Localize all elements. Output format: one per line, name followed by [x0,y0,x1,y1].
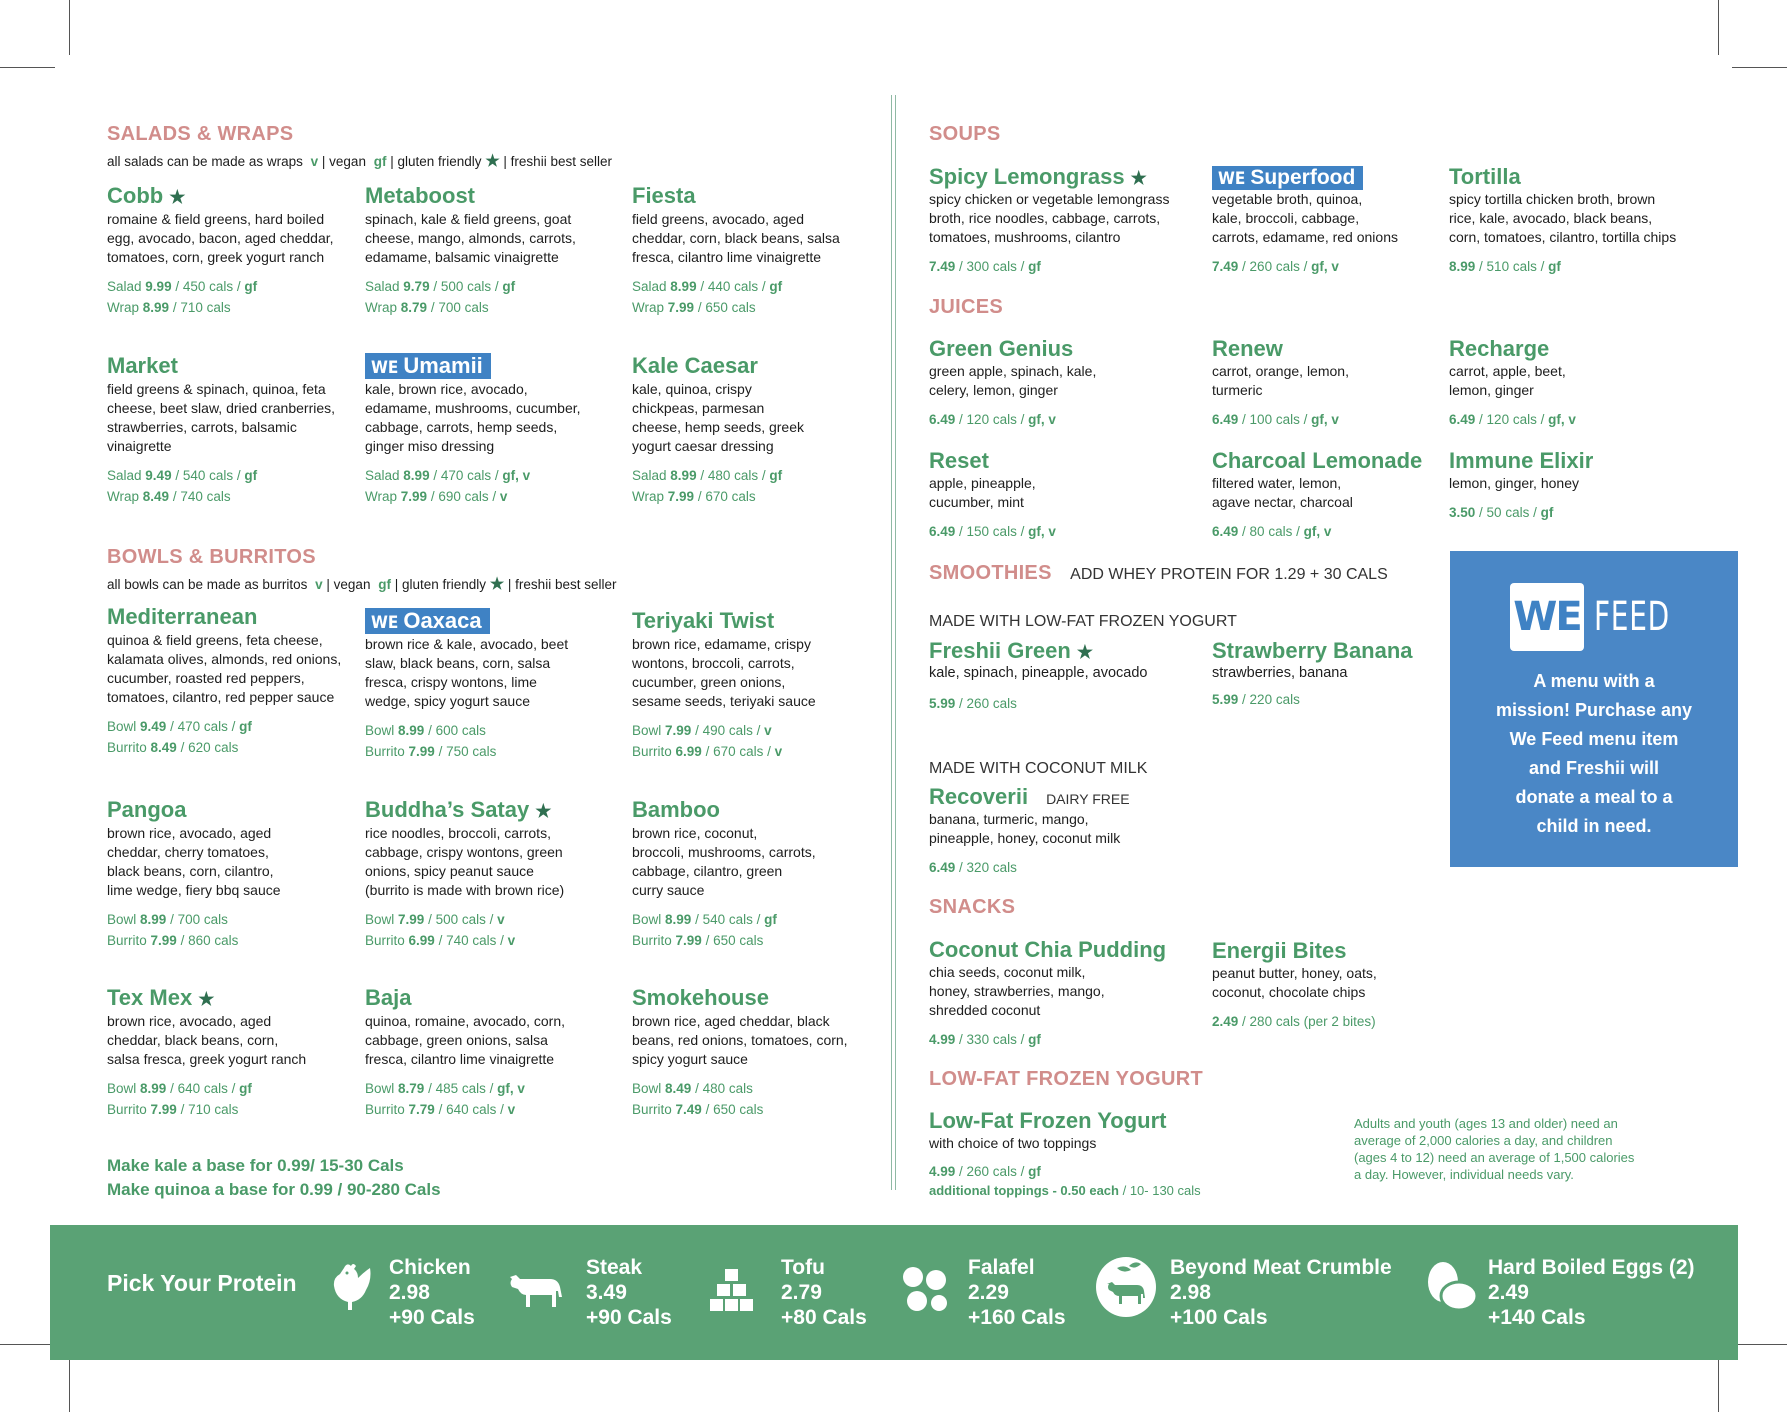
protein-chicken: Chicken 2.98 +90 Cals [389,1256,475,1329]
we-feed-logo: WE FEED [1510,583,1702,651]
kale-base-note: Make kale a base for 0.99/ 15-30 Cals [107,1156,404,1175]
protein-beyond-meat: Beyond Meat Crumble 2.98 +100 Cals [1170,1256,1392,1329]
coconut-milk-subhead: MADE WITH COCONUT MILK [929,760,1148,777]
crop-mark [69,0,70,55]
menu-item-buddhas-satay: Buddha’s Satay ★ rice noodles, broccoli, carrots, cabbage, crispy wontons, green onions, spicy peanut sauce (burrito is made with brown rice) Bowl 7.99 / 500 cals / v Burrito 6.99 / 740 cals / v [365,797,565,948]
menu-item-baja: Baja quinoa, romaine, avocado, corn, cabbage, green onions, salsa fresca, cilantro lime vinaigrette Bowl 8.79 / 485 cals / gf, v Burrito 7.79 / 640 cals / v [365,985,566,1117]
menu-item-umamii: WE Umamii kale, brown rice, avocado, edamame, mushrooms, cucumber, cabbage, carrots, hemp seeds, ginger miso dressing Salad 8.99 / 470 cals / gf, v Wrap 7.99 / 690 cals / v [365,353,581,504]
we-feed-badge: WE Oaxaca [365,608,490,634]
section-title-juices: JUICES [929,296,1004,318]
crop-mark [1718,1357,1719,1412]
protein-steak: Steak 3.49 +90 Cals [586,1256,672,1329]
we-feed-panel [1450,551,1738,867]
protein-footer [50,1225,1738,1360]
menu-item-immune-elixir: Immune Elixir lemon, ginger, honey 3.50 / 50 cals / gf [1449,448,1594,520]
falafel-balls-icon [902,1265,948,1313]
menu-item-market: Market field greens & spinach, quinoa, feta cheese, beet slaw, dried cranberries, strawberries, carrots, balsamic vinaigrette Salad 9.49 / 540 cals / gf Wrap 8.49 / 740 cals [107,353,336,504]
star-icon: ★ [489,576,505,593]
tofu-cubes-icon [710,1269,754,1311]
star-icon: ★ [1130,168,1147,188]
whey-protein-note: ADD WHEY PROTEIN FOR 1.29 + 30 CALS [1070,566,1388,583]
menu-item-bamboo: Bamboo brown rice, coconut, broccoli, mushrooms, carrots, cabbage, cilantro, green curry sauce Bowl 8.99 / 540 cals / gf Burrito 7.99 / 650 cals [632,797,816,948]
menu-item-renew: Renew carrot, orange, lemon, turmeric 6.49 / 100 cals / gf, v [1212,336,1349,427]
protein-falafel: Falafel 2.29 +160 Cals [968,1256,1066,1329]
star-icon: ★ [485,153,500,170]
quinoa-base-note: Make quinoa a base for 0.99 / 90-280 Cals [107,1180,441,1199]
we-feed-badge: WE Superfood [1212,166,1363,190]
menu-item-teriyaki-twist: Teriyaki Twist brown rice, edamame, crispy wontons, broccoli, carrots, cucumber, green onions, sesame seeds, teriyaki sauce Bowl 7.99 / 490 cals / v Burrito 6.99 / 670 cals / v [632,608,816,759]
menu-item-tortilla: Tortilla spicy tortilla chicken broth, brown rice, kale, avocado, black beans, corn, tomatoes, cilantro, tortilla chips 8.99 / 510 cals / gf [1449,164,1677,274]
column-divider [891,95,896,1190]
menu-item-superfood: WE Superfood vegetable broth, quinoa, kale, broccoli, cabbage, carrots, edamame, red onions 7.49 / 260 cals / gf, v [1212,166,1398,274]
menu-item-mediterranean: Mediterranean quinoa & field greens, feta cheese, kalamata olives, almonds, red onions, cucumber, roasted red peppers, tomatoes, cilantro, red pepper sauce Bowl 9.49 / 470 cals / gf Burrito 8.49 / 620 cals [107,604,342,755]
menu-item-fiesta: Fiesta field greens, avocado, aged cheddar, corn, black beans, salsa fresca, cilantro lime vinaigrette Salad 8.99 / 440 cals / gf Wrap 7.99 / 650 cals [632,183,840,315]
menu-item-tex-mex: Tex Mex ★ brown rice, avocado, aged cheddar, black beans, corn, salsa fresca, greek yogurt ranch Bowl 8.99 / 640 cals / gf Burrito 7.99 / 710 cals [107,985,307,1117]
we-feed-badge: WE Umamii [365,353,491,379]
crop-mark [1732,1344,1787,1345]
menu-item-strawberry-banana: Strawberry Banana strawberries, banana 5.99 / 220 cals [1212,638,1413,707]
menu-item-kale-caesar: Kale Caesar kale, quinoa, crispy chickpeas, parmesan cheese, hemp seeds, greek yogurt caesar dressing Salad 8.99 / 480 cals / gf Wrap 7.99 / 670 cals [632,353,804,504]
section-title-soups: SOUPS [929,123,1001,145]
menu-item-smokehouse: Smokehouse brown rice, aged cheddar, black beans, red onions, tomatoes, corn, spicy yogurt sauce Bowl 8.49 / 480 cals Burrito 7.49 / 650 cals [632,985,848,1117]
menu-item-coconut-chia-pudding: Coconut Chia Pudding chia seeds, coconut milk, honey, strawberries, mango, shredded coconut 4.99 / 330 cals / gf [929,937,1167,1047]
menu-item-recharge: Recharge carrot, apple, beet, lemon, ginger 6.49 / 120 cals / gf, v [1449,336,1576,427]
calorie-disclaimer: Adults and youth (ages 13 and older) need an average of 2,000 calories a day, and children (ages 4 to 12) need an average of 1,500 calories a day. However, individual needs vary. [1354,1116,1635,1182]
section-title-salads: SALADS & WRAPS [107,123,294,145]
we-feed-mission-text: A menu with a mission! Purchase any We Feed menu item and Freshii will donate a meal to a child in need. [1495,671,1693,836]
crop-mark [0,1344,55,1345]
menu-item-energii-bites: Energii Bites peanut butter, honey, oats, coconut, chocolate chips 2.49 / 280 cals (per 2 bites) [1212,938,1377,1029]
salads-legend: all salads can be made as wraps v | vegan gf | gluten friendly ★ | freshii best seller [107,153,612,170]
section-title-bowls: BOWLS & BURRITOS [107,546,316,568]
plant-cow-icon [1095,1256,1157,1318]
protein-tofu: Tofu 2.79 +80 Cals [781,1256,867,1329]
crop-mark [1732,67,1787,68]
menu-item-green-genius: Green Genius green apple, spinach, kale, celery, lemon, ginger 6.49 / 120 cals / gf, v [929,336,1097,427]
star-icon: ★ [169,187,186,207]
eggs-icon [1423,1258,1479,1316]
crop-mark [1718,0,1719,55]
menu-item-pangoa: Pangoa brown rice, avocado, aged cheddar, cherry tomatoes, black beans, corn, cilantro, lime wedge, fiery bbq sauce Bowl 8.99 / 700 cals Burrito 7.99 / 860 cals [107,797,281,948]
cow-icon [508,1271,564,1309]
bowls-legend: all bowls can be made as burritos v | vegan gf | gluten friendly ★ | freshii best seller [107,576,617,593]
menu-item-charcoal-lemonade: Charcoal Lemonade filtered water, lemon, agave nectar, charcoal 6.49 / 80 cals / gf, v [1212,448,1423,539]
chicken-icon [330,1262,372,1316]
section-title-snacks: SNACKS [929,896,1016,918]
menu-item-cobb: Cobb ★ romaine & field greens, hard boiled egg, avocado, bacon, aged cheddar, tomatoes, corn, greek yogurt ranch Salad 9.99 / 450 cals / gf Wrap 8.99 / 710 cals [107,183,334,315]
dairy-free-badge: DAIRY FREE [1046,791,1130,807]
crop-mark [69,1357,70,1412]
smoothies-header [929,562,1388,585]
star-icon: ★ [198,989,215,1009]
section-title-smoothies: SMOOTHIES [929,562,1052,584]
menu-item-recoverii: Recoverii DAIRY FREE banana, turmeric, mango, pineapple, honey, coconut milk 6.49 / 320 cals [929,784,1130,875]
menu-item-metaboost: Metaboost spinach, kale & field greens, goat cheese, mango, almonds, carrots, edamame, balsamic vinaigrette Salad 9.79 / 500 cals / gf Wrap 8.79 / 700 cals [365,183,576,315]
menu-item-freshii-green: Freshii Green ★ kale, spinach, pineapple, avocado 5.99 / 260 cals [929,638,1148,711]
menu-item-spicy-lemongrass: Spicy Lemongrass ★ spicy chicken or vegetable lemongrass broth, rice noodles, cabbage, carrots, tomatoes, mushrooms, cilantro 7.49 / 300 cals / gf [929,164,1170,274]
crop-mark [0,67,55,68]
star-icon: ★ [535,801,552,821]
pick-protein-title: Pick Your Protein [107,1270,297,1296]
menu-item-reset: Reset apple, pineapple, cucumber, mint 6.49 / 150 cals / gf, v [929,448,1056,539]
menu-item-low-fat-frozen-yogurt: Low-Fat Frozen Yogurt with choice of two toppings 4.99 / 260 cals / gf additional toppings - 0.50 each / 10- 130 cals [929,1108,1201,1198]
frozen-yogurt-subhead: MADE WITH LOW-FAT FROZEN YOGURT [929,613,1237,630]
star-icon: ★ [1076,642,1093,662]
menu-item-oaxaca: WE Oaxaca brown rice & kale, avocado, beet slaw, black beans, corn, salsa fresca, crispy wontons, lime wedge, spicy yogurt sauce Bowl 8.99 / 600 cals Burrito 7.99 / 750 cals [365,608,569,759]
section-title-frozen-yogurt: LOW-FAT FROZEN YOGURT [929,1068,1204,1090]
protein-eggs: Hard Boiled Eggs (2) 2.49 +140 Cals [1488,1256,1695,1329]
